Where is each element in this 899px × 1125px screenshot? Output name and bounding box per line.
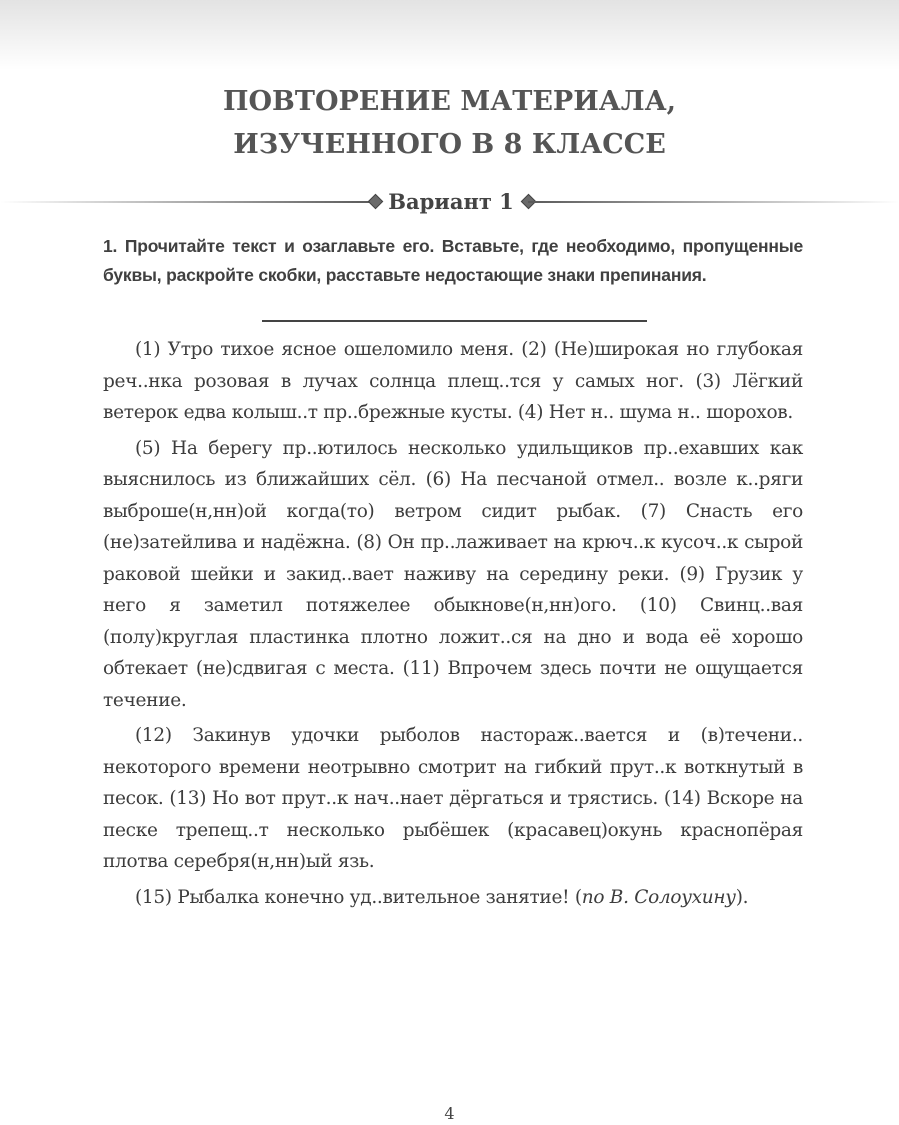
paragraph-4 [103, 882, 803, 914]
variant-label: Вариант 1 [388, 189, 514, 214]
top-shade [0, 0, 899, 70]
title-line-1: ПОВТОРЕНИЕ МАТЕРИАЛА, [223, 86, 676, 117]
paragraph-2: (5) На берегу пр..ютилось несколько удильщиков пр..ехавших как выяснилось из ближайших сёл. (6) На песчаной отмел.. возле к..ряги выброше(н,нн)ой когда(то) ветром сидит рыбак. (7) Снасть его (не)затейлива и надёжна. (8) Он пр..лаживает на крюч..к кусоч..к сырой раковой шейки и закид..вает наживу на середину реки. (9) Грузик у него я заметил потяжелее обыкнове(н,нн)ого. (10) Свинц..вая (полу)круглая пластинка плотно ложит..ся на дно и вода её хорошо обтекает (не)сдвигая с места. (11) Впрочем здесь почти не ощущается течение. [103, 437, 803, 711]
section-divider [262, 320, 647, 322]
variant-rule-left [0, 201, 372, 203]
page-number: 4 [444, 1104, 455, 1123]
paragraph-1: (1) Утро тихое ясное ошеломило меня. (2) (Не)широкая но глубокая реч..нка розовая в лучах солнца плещ..тся у самых ног. (3) Лёгкий ветерок едва колыш..т пр..брежные кусты. (4) Нет н.. шума н.. шорохов. [103, 339, 803, 423]
paragraph-4-text: (15) Рыбалка конечно уд..вительное занятие! ( [135, 886, 582, 908]
exercise-text [103, 334, 803, 917]
task-instruction: 1. Прочитайте текст и озаглавьте его. Вставьте, где необходимо, пропущенные буквы, раскройте скобки, расставьте недостающие знаки препинания. [103, 236, 803, 285]
paragraph-3: (12) Закинув удочки рыболов настораж..вается и (в)течени.. некоторого времени неотрывно смотрит на гибкий прут..к воткнутый в песок. (13) Но вот прут..к нач..нает дёргаться и трястись. (14) Вскоре на песке трепещ..т несколько рыбёшек (красавец)окунь краснопёрая плотва серебря(н,нн)ый язь. [103, 725, 803, 872]
title-line-2: ИЗУЧЕННОГО В 8 КЛАССЕ [233, 129, 666, 160]
page-title [0, 80, 899, 166]
source-attribution: по В. Солоухину [581, 886, 736, 908]
paragraph-4-end: ). [735, 886, 749, 908]
variant-rule-right [528, 201, 899, 203]
variant-header [0, 186, 899, 220]
